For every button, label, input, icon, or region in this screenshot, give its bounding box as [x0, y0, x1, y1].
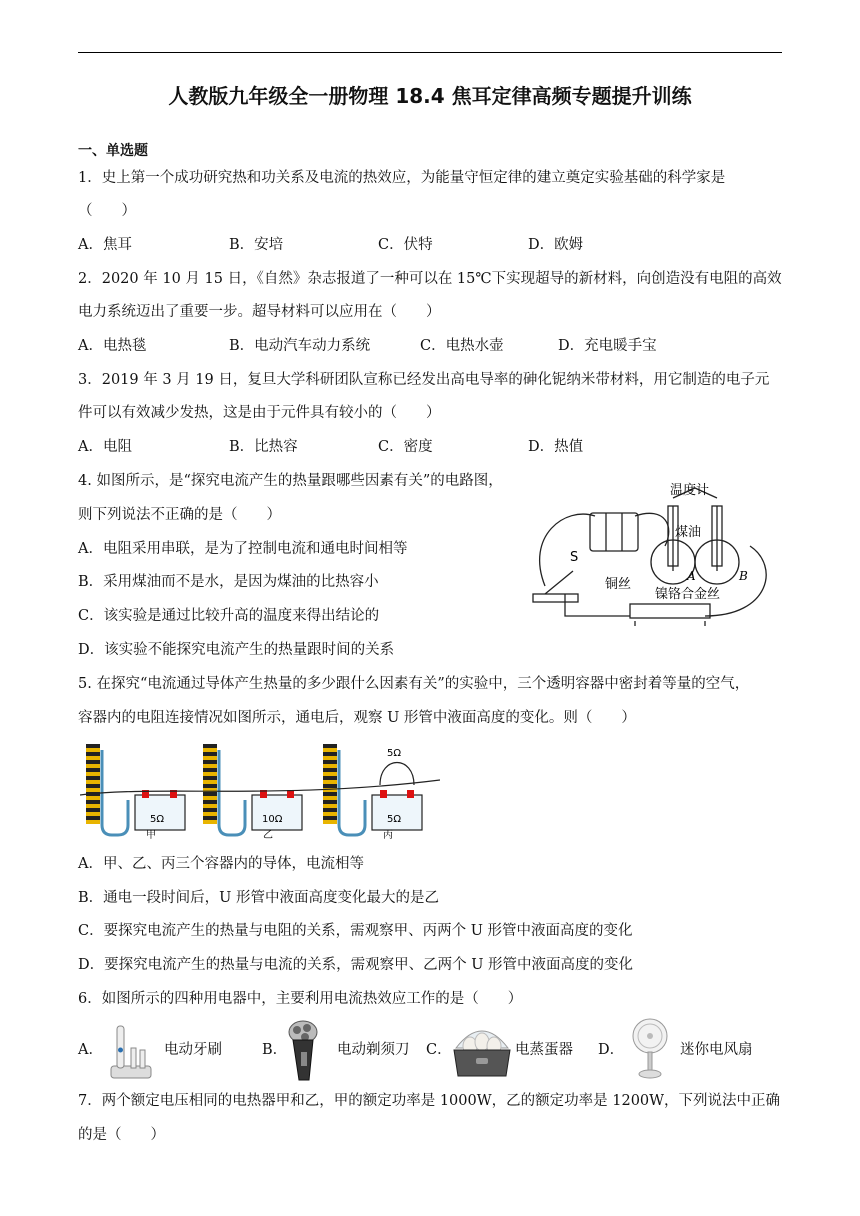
wire-b-label: B	[739, 569, 748, 583]
q4-option-b[interactable]: B．采用煤油而不是水，是因为煤油的比热容小	[78, 574, 379, 590]
container-bing-label: 丙	[383, 830, 393, 840]
q2-option-b[interactable]: B．电动汽车动力系统	[229, 338, 371, 354]
electric-toothbrush-icon	[105, 1020, 155, 1082]
electric-shaver-icon	[285, 1018, 325, 1084]
q7-text-line2: 的是（ ）	[78, 1127, 165, 1143]
mini-fan-icon	[628, 1016, 672, 1082]
q6-option-c-letter[interactable]: C．	[426, 1042, 452, 1058]
q6-option-d-label: 迷你电风扇	[680, 1042, 753, 1058]
q6-text-line1: 6．如图所示的四种用电器中，主要利用电流热效应工作的是（ ）	[78, 991, 523, 1007]
q2-option-c[interactable]: C．电热水壶	[420, 338, 504, 354]
q1-text-line2: （ ）	[78, 203, 136, 219]
q4-option-a[interactable]: A．电阻采用串联，是为了控制电流和通电时间相等	[78, 541, 408, 557]
q6-option-b-label: 电动剃须刀	[337, 1042, 410, 1058]
q6-option-d-letter[interactable]: D．	[598, 1042, 625, 1058]
q5-text-line1: 5. 在探究“电流通过导体产生热量的多少跟什么因素有关”的实验中，三个透明容器中密封着等量的空气，	[78, 676, 750, 692]
header-rule	[78, 52, 782, 53]
bing-resistor-label: 5Ω	[387, 814, 402, 825]
q1-text-line1: 1．史上第一个成功研究热和功关系及电流的热效应，为能量守恒定律的建立奠定实验基础的科学家是	[78, 170, 726, 186]
container-jia-label: 甲	[146, 830, 156, 840]
section-heading: 一、单选题	[78, 143, 148, 159]
page-title: 人教版九年级全一册物理 18.4 焦耳定律高频专题提升训练	[168, 84, 692, 108]
q2-option-d[interactable]: D．充电暖手宝	[558, 338, 657, 354]
q1-option-c[interactable]: C．伏特	[378, 237, 433, 253]
parallel-resistor-label: 5Ω	[387, 748, 402, 759]
thermometer-label: 温度计	[670, 483, 710, 498]
copper-wire-label: 铜丝	[605, 577, 632, 592]
q2-text-line1: 2．2020 年 10 月 15 日，《自然》杂志报道了一种可以在 15℃下实现超导的新材料，向创造没有电阻的高效	[78, 271, 782, 287]
q1-option-b[interactable]: B．安培	[229, 237, 284, 253]
q2-option-a[interactable]: A．电热毯	[78, 338, 147, 354]
q5-option-d[interactable]: D．要探究电流产生的热量与电流的关系，需观察甲、乙两个 U 形管中液面高度的变化	[78, 957, 634, 973]
q5-text-line2: 容器内的电阻连接情况如图所示，通电后，观察 U 形管中液面高度的变化。则（ ）	[78, 710, 636, 726]
q1-option-d[interactable]: D．欧姆	[528, 237, 584, 253]
jia-resistor-label: 5Ω	[150, 814, 165, 825]
q4-text-line2: 则下列说法不正确的是（ ）	[78, 507, 281, 523]
q6-option-b-letter[interactable]: B．	[262, 1042, 288, 1058]
q3-option-a[interactable]: A．电阻	[78, 439, 132, 455]
q6-option-a-label: 电动牙刷	[164, 1042, 222, 1058]
q5-option-c[interactable]: C．要探究电流产生的热量与电阻的关系，需观察甲、丙两个 U 形管中液面高度的变化	[78, 923, 633, 939]
q7-text-line1: 7．两个额定电压相同的电热器甲和乙，甲的额定功率是 1000W，乙的额定功率是 1200W，下列说法中正确	[78, 1093, 781, 1109]
q6-option-a-letter[interactable]: A．	[78, 1042, 103, 1058]
egg-steamer-icon	[450, 1018, 514, 1084]
q1-option-a[interactable]: A．焦耳	[78, 237, 132, 253]
q4-text-line1: 4. 如图所示，是“探究电流产生的热量跟哪些因素有关”的电路图，	[78, 473, 503, 489]
q3-option-d[interactable]: D．热值	[528, 439, 584, 455]
switch-label: S	[570, 550, 579, 565]
wire-a-label: A	[687, 569, 696, 583]
nichrome-wire-label: 镍铬合金丝	[655, 587, 721, 602]
q4-option-c[interactable]: C．该实验是通过比较升高的温度来得出结论的	[78, 608, 380, 624]
yi-resistor-label: 10Ω	[262, 814, 283, 825]
q5-option-b[interactable]: B．通电一段时间后，U 形管中液面高度变化最大的是乙	[78, 890, 439, 906]
q3-text-line2: 件可以有效减少发热，这是由于元件具有较小的（ ）	[78, 405, 441, 421]
q4-option-d[interactable]: D．该实验不能探究电流产生的热量跟时间的关系	[78, 642, 395, 658]
q5-u-tube-figure	[80, 740, 440, 840]
q3-option-b[interactable]: B．比热容	[229, 439, 298, 455]
q5-option-a[interactable]: A．甲、乙、丙三个容器内的导体，电流相等	[78, 856, 364, 872]
kerosene-label: 煤油	[675, 525, 702, 540]
q6-option-c-label: 电蒸蛋器	[515, 1042, 573, 1058]
q3-text-line1: 3．2019 年 3 月 19 日，复旦大学科研团队宣称已经发出高电导率的砷化铌纳米带材料，用它制造的电子元	[78, 372, 770, 388]
q2-text-line2: 电力系统迈出了重要一步。超导材料可以应用在（ ）	[78, 304, 441, 320]
q4-circuit-figure	[525, 476, 785, 636]
q3-option-c[interactable]: C．密度	[378, 439, 433, 455]
container-yi-label: 乙	[263, 830, 273, 840]
